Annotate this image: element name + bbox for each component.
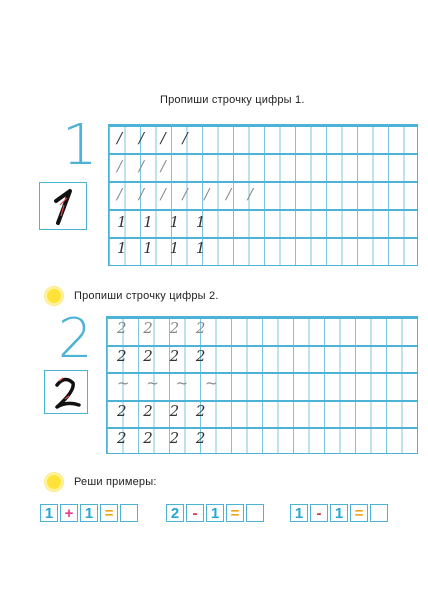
section2-row-4: 2 2 2 2 (117, 402, 212, 420)
example-3-b: 1 (330, 504, 348, 522)
section2-title: Пропиши строчку цифры 2. (74, 290, 219, 302)
section2-row-2: 2 2 2 2 (117, 347, 212, 365)
example-2-b: 1 (206, 504, 224, 522)
example-2-answer[interactable] (246, 504, 264, 522)
example-1-op: + (60, 504, 78, 522)
sun-icon-2 (47, 475, 61, 489)
digit-2-sample-box (44, 370, 88, 414)
example-1-answer[interactable] (120, 504, 138, 522)
example-2-a: 2 (166, 504, 184, 522)
section1-row-4: 1 1 1 1 (117, 213, 212, 231)
section1-row-1: / / / / (117, 129, 194, 147)
section2-row-3: ~ ~ ~ ~ (117, 374, 224, 392)
example-2 (166, 504, 264, 522)
example-3-answer[interactable] (370, 504, 388, 522)
example-3-eq: = (350, 504, 368, 522)
example-2-eq: = (226, 504, 244, 522)
example-1-a: 1 (40, 504, 58, 522)
section1-writing-grid (108, 124, 418, 266)
digit-2-trace-icon (45, 371, 87, 413)
big-digit-2: 2 (58, 307, 93, 370)
example-3 (290, 504, 388, 522)
example-3-a: 1 (290, 504, 308, 522)
section1-row-2: ∕ ∕ ∕ (117, 157, 172, 175)
example-3-op: - (310, 504, 328, 522)
big-digit-1: 1 (62, 113, 98, 178)
section1-row-5: 1 1 1 1 (117, 239, 212, 257)
section2-writing-grid (106, 316, 418, 454)
example-1-b: 1 (80, 504, 98, 522)
section3-title: Реши примеры: (74, 476, 157, 488)
example-1-eq: = (100, 504, 118, 522)
example-2-op: - (186, 504, 204, 522)
section2-row-1: 2 2 2 2 (117, 319, 212, 337)
sun-icon (47, 289, 61, 303)
section2-row-5: 2 2 2 2 (117, 429, 212, 447)
section1-title: Пропиши строчку цифры 1. (160, 94, 305, 106)
example-1 (40, 504, 138, 522)
digit-1-trace-icon (40, 183, 86, 229)
section1-row-3: ∕ / ∕ / ∕ / / (117, 185, 259, 203)
digit-1-sample-box (39, 182, 87, 230)
